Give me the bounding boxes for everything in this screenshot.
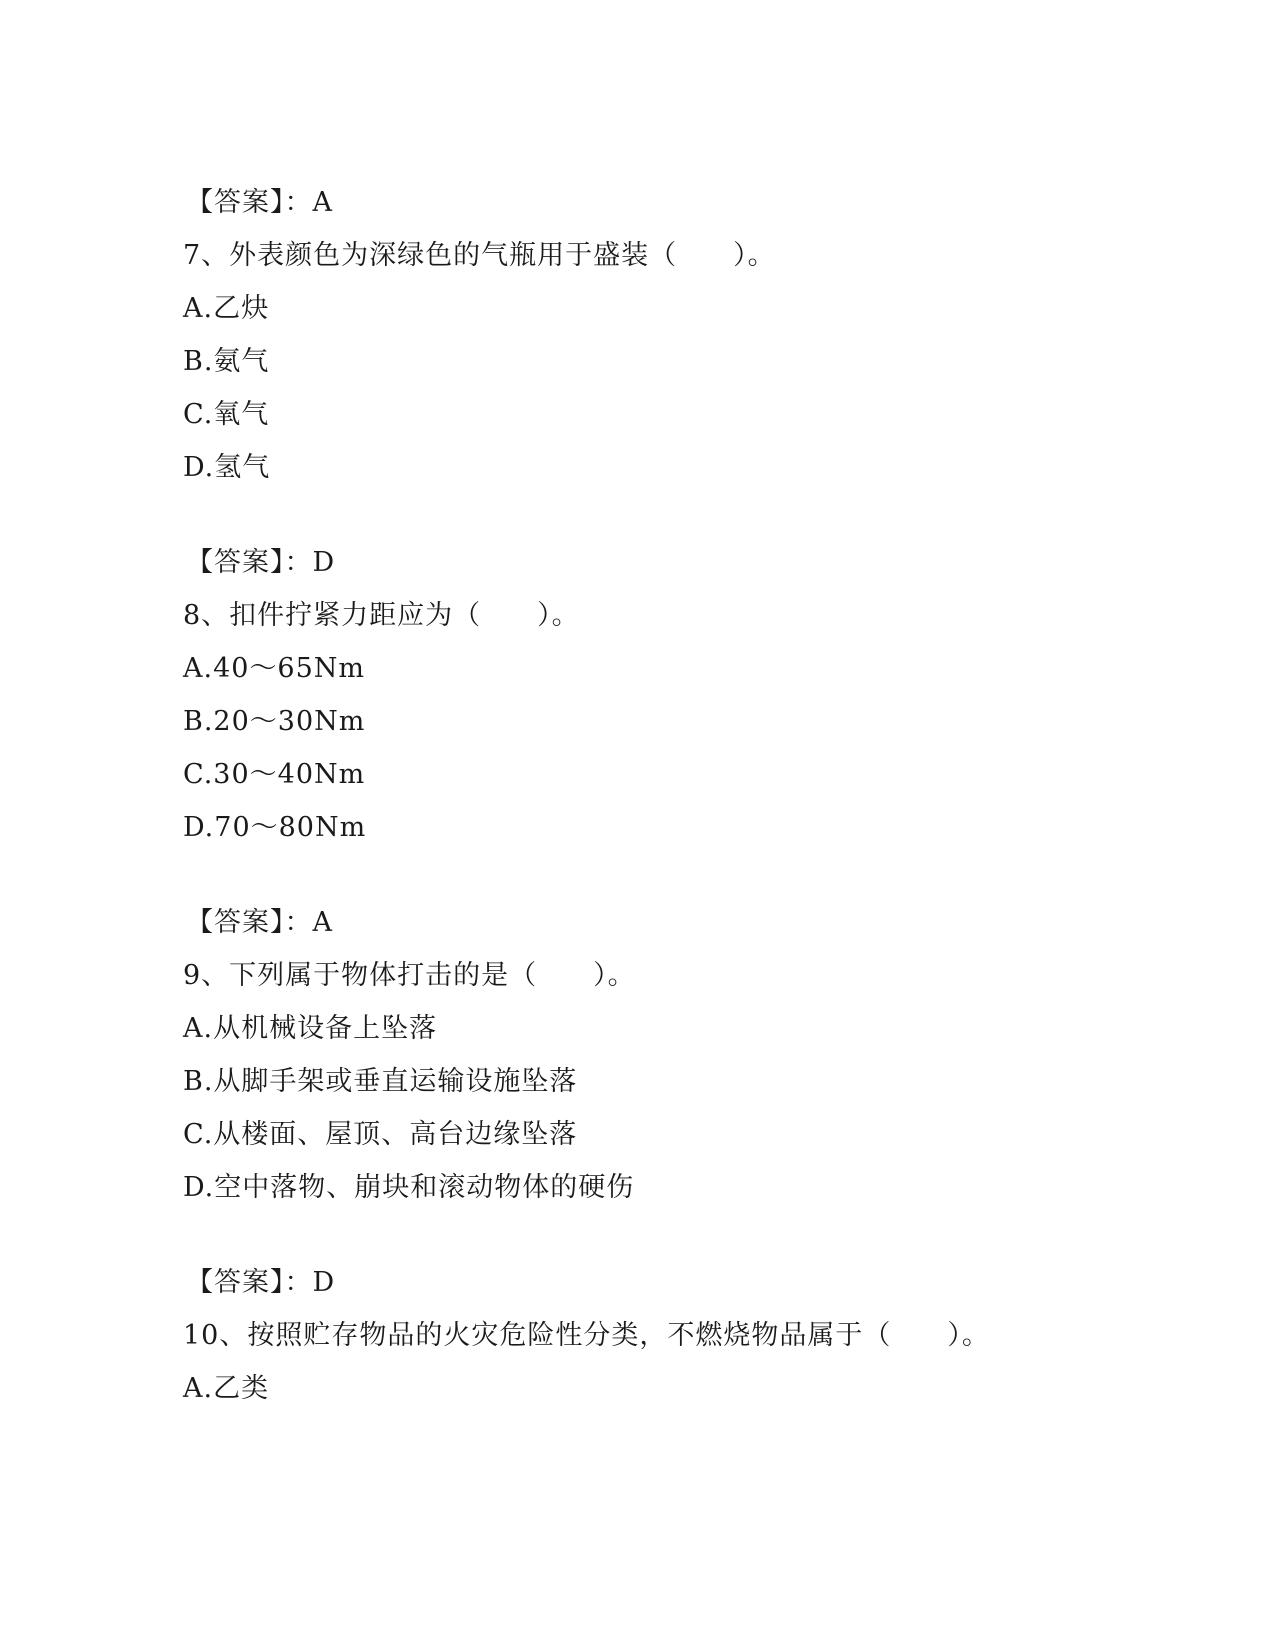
answer-line: 【答案】：D — [186, 547, 336, 578]
question-8-option-d: D.70～80Nm — [183, 812, 367, 843]
question-8-option-a: A.40～65Nm — [183, 653, 366, 684]
question-10-text: 10、按照贮存物品的火灾危险性分类，不燃烧物品属于（ ）。 — [183, 1320, 990, 1351]
question-9-option-a: A.从机械设备上坠落 — [183, 1013, 438, 1044]
question-7-text: 7、外表颜色为深绿色的气瓶用于盛装（ ）。 — [183, 240, 776, 271]
answer-line: 【答案】：A — [186, 907, 333, 938]
answer-line: 【答案】：A — [186, 187, 333, 218]
question-9-option-d: D.空中落物、崩块和滚动物体的硬伤 — [183, 1172, 635, 1203]
question-9-option-c: C.从楼面、屋顶、高台边缘坠落 — [183, 1119, 578, 1150]
question-10-option-a: A.乙类 — [183, 1373, 270, 1404]
question-7-option-c: C.氧气 — [183, 399, 270, 430]
question-8-text: 8、扣件拧紧力距应为（ ）。 — [183, 600, 580, 631]
question-7-option-b: B.氨气 — [183, 346, 270, 377]
question-8-option-c: C.30～40Nm — [183, 759, 366, 790]
question-8-option-b: B.20～30Nm — [183, 706, 366, 737]
question-7-option-d: D.氢气 — [183, 452, 271, 483]
question-7-option-a: A.乙炔 — [183, 293, 270, 324]
question-9-text: 9、下列属于物体打击的是（ ）。 — [183, 960, 636, 991]
question-9-option-b: B.从脚手架或垂直运输设施坠落 — [183, 1066, 578, 1097]
answer-line: 【答案】：D — [186, 1267, 336, 1298]
